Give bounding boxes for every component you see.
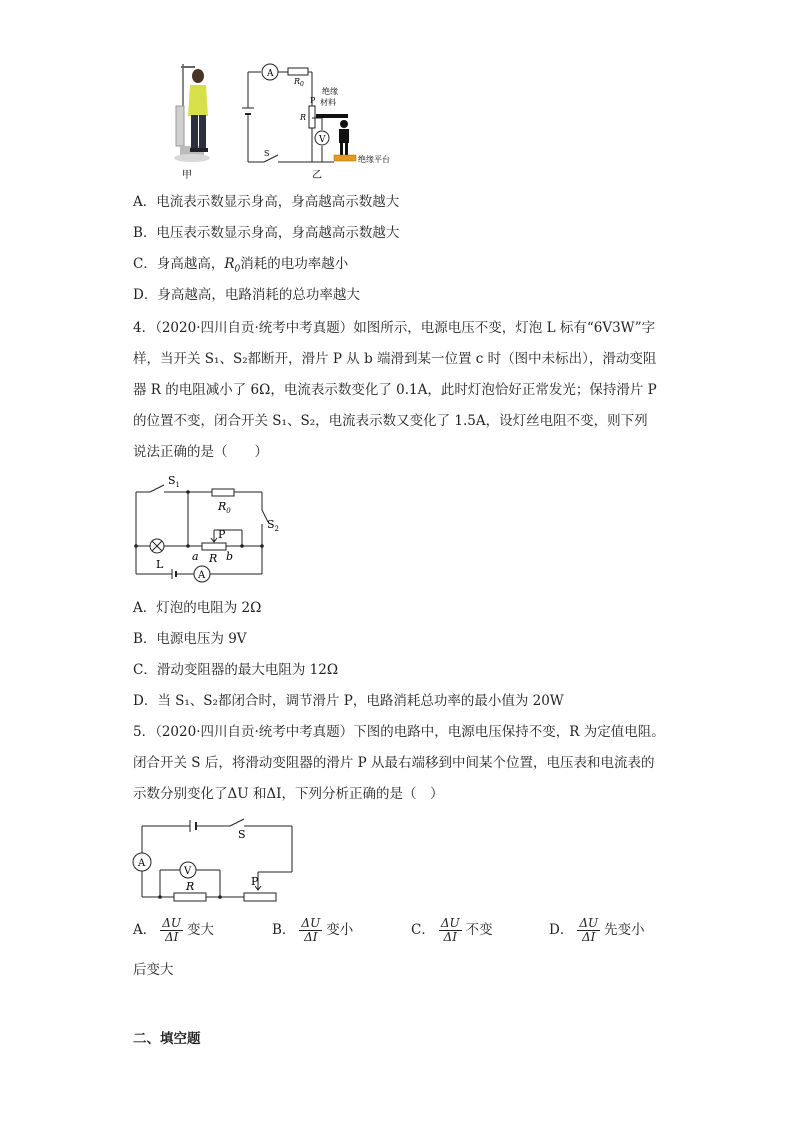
q5-circuit-diagram: [130, 812, 300, 907]
q5-option-a[interactable]: A． $\frac{\Delta U}{\Delta I}$ 变大: [133, 916, 215, 944]
fraction-du-di: $\frac{\Delta U}{\Delta I}$: [579, 916, 599, 944]
q4-option-a[interactable]: A．灯泡的电阻为 2Ω: [133, 600, 262, 616]
q5-option-d-wrap: 后变大: [133, 962, 174, 978]
q5-stem-line-2: 闭合开关 S 后，将滑动变阻器的滑片 P 从最右端移到中间某个位置，电压表和电流表的: [133, 755, 655, 771]
q4-stem-line-4: 的位置不变，闭合开关 S₁、S₂，电流表示数又变化了 1.5A，设灯丝电阻不变，则下列: [133, 413, 648, 429]
q4-r-label: R: [209, 552, 218, 565]
fraction-du-di: $\frac{\Delta U}{\Delta I}$: [301, 916, 321, 944]
fraction-du-di: $\frac{\Delta U}{\Delta I}$: [440, 916, 460, 944]
q4-option-d[interactable]: D．当 S₁、S₂都闭合时，调节滑片 P，电路消耗总功率的最小值为 20W: [133, 693, 564, 709]
height-meter-diagram: [160, 58, 410, 183]
q4-circuit-diagram: [130, 470, 280, 585]
q4-stem-line-2: 样，当开关 S₁、S₂都断开，滑片 P 从 b 端滑到某一位置 c 时（图中未标出），滑动变阻: [133, 351, 657, 367]
q4-option-c[interactable]: C．滑动变阻器的最大电阻为 12Ω: [133, 662, 339, 678]
section-title-fill-blank: 二、填空题: [133, 1031, 201, 1047]
insulating-material-label-1: 绝缘: [322, 87, 338, 96]
q4-circuit-figure: [130, 470, 280, 585]
q4-a-label: a: [192, 550, 199, 563]
q4-r0-label: $R_0$: [218, 500, 231, 515]
fraction-du-di: $\frac{\Delta U}{\Delta I}$: [162, 916, 182, 944]
person-on-scale-photo: [174, 64, 210, 162]
q3-option-a[interactable]: A．电流表示数显示身高，身高越高示数越大: [133, 194, 400, 210]
r0-label: $R_0$: [294, 77, 304, 88]
q4-p-label: P: [218, 528, 226, 541]
q5-s-label: S: [238, 828, 246, 841]
q4-stem-line-5: 说法正确的是（ ）: [133, 444, 268, 460]
q5-stem-line-3: 示数分别变化了ΔU 和ΔI，下列分析正确的是（ ）: [133, 786, 444, 802]
switch-s-label: S: [264, 149, 270, 158]
q3-option-d[interactable]: D．身高越高，电路消耗的总功率越大: [133, 287, 360, 303]
q5-voltmeter-symbol: V: [184, 866, 192, 877]
q4-stem-line-3: 器 R 的电阻减小了 6Ω，电流表示数变化了 0.1A，此时灯泡恰好正常发光；保持滑片 P: [133, 382, 657, 398]
q4-s1-label: $S_1$: [168, 474, 181, 489]
q4-l-label: L: [156, 558, 164, 571]
q5-option-d[interactable]: D． $\frac{\Delta U}{\Delta I}$ 先变小: [549, 916, 645, 944]
insulating-material-label-2: 材料: [320, 98, 336, 107]
q5-option-b[interactable]: B． $\frac{\Delta U}{\Delta I}$ 变小: [272, 916, 354, 944]
q4-ammeter-symbol: A: [198, 570, 206, 581]
r-label: R: [300, 113, 307, 122]
q4-s2-label: $S_2$: [267, 518, 280, 533]
q5-r-label: R: [186, 880, 195, 893]
q5-ammeter-symbol: A: [138, 858, 146, 869]
height-circuit: [242, 64, 334, 162]
figure-height-meter: [160, 58, 410, 183]
q5-circuit-figure: [130, 812, 300, 907]
label-yi: 乙: [312, 170, 322, 181]
q4-stem-line-1: 4．（2020·四川自贡·统考中考真题）如图所示，电源电压不变，灯泡 L 标有“6V3W”字: [133, 320, 656, 336]
q3-option-b[interactable]: B．电压表示数显示身高，身高越高示数越大: [133, 225, 400, 241]
slider-p-label: P: [310, 96, 316, 105]
label-jia: 甲: [182, 170, 192, 181]
insulating-platform-label: 绝缘平台: [358, 155, 390, 164]
q5-stem-line-1: 5．（2020·四川自贡·统考中考真题）下图的电路中，电源电压保持不变，R 为定值电阻。: [133, 724, 665, 740]
q5-option-c[interactable]: C． $\frac{\Delta U}{\Delta I}$ 不变: [411, 916, 493, 944]
insulating-platform: [334, 155, 356, 161]
q5-p-label: P: [251, 875, 259, 888]
ammeter-symbol: A: [267, 69, 274, 79]
q4-option-b[interactable]: B．电源电压为 9V: [133, 631, 247, 647]
q3-option-c[interactable]: C．身高越高，$R_0$消耗的电功率越小: [133, 256, 349, 275]
voltmeter-symbol: V: [319, 135, 326, 145]
q4-b-label: b: [226, 550, 234, 563]
